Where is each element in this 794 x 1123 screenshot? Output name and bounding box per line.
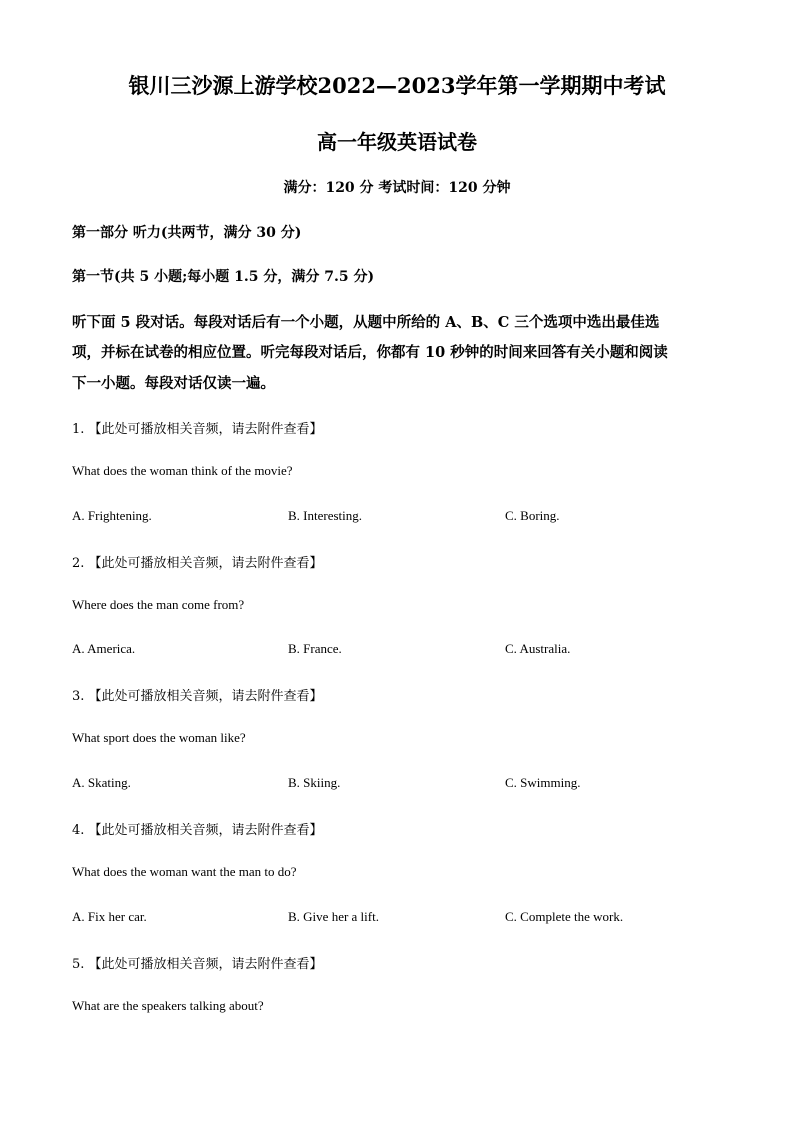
question-2-option-c[interactable]: C. Australia. (505, 641, 571, 656)
question-2-option-b[interactable]: B. France. (288, 641, 342, 656)
question-2-option-a[interactable]: A. America. (72, 641, 136, 656)
question-3-option-b[interactable]: B. Skiing. (288, 775, 341, 790)
question-2-text: Where does the man come from? (72, 597, 245, 612)
question-1-option-c[interactable]: C. Boring. (505, 508, 560, 523)
score-time-info: 满分：120 分 考试时间：120 分钟 (283, 180, 511, 196)
question-1-option-b[interactable]: B. Interesting. (288, 508, 363, 523)
section-one-heading: 第一节(共 5 小题;每小题 1.5 分，满分 7.5 分) (72, 269, 375, 285)
question-4-audio-note[interactable]: 4. 【此处可播放相关音频，请去附件查看】 (72, 823, 323, 838)
instructions-line-3: 下一小题。每段对话仅读一遍。 (72, 375, 275, 392)
question-3-option-c[interactable]: C. Swimming. (505, 775, 581, 790)
question-5-audio-note[interactable]: 5. 【此处可播放相关音频，请去附件查看】 (72, 957, 323, 972)
question-1-audio-note[interactable]: 1. 【此处可播放相关音频，请去附件查看】 (72, 422, 323, 437)
question-1-option-a[interactable]: A. Frightening. (72, 508, 152, 523)
question-1-text: What does the woman think of the movie? (72, 463, 293, 478)
question-4-option-b[interactable]: B. Give her a lift. (288, 909, 379, 924)
school-exam-title: 银川三沙源上游学校2022—2023学年第一学期期中考试 (128, 73, 666, 98)
question-2-audio-note[interactable]: 2. 【此处可播放相关音频，请去附件查看】 (72, 556, 323, 571)
question-3-text: What sport does the woman like? (72, 730, 246, 745)
question-3-audio-note[interactable]: 3. 【此处可播放相关音频，请去附件查看】 (72, 689, 323, 704)
instructions-line-1: 听下面 5 段对话。每段对话后有一个小题，从题中所给的 A、B、C 三个选项中选出最佳选 (72, 314, 660, 331)
question-3-option-a[interactable]: A. Skating. (72, 775, 131, 790)
question-4-option-c[interactable]: C. Complete the work. (505, 909, 624, 924)
question-4-option-a[interactable]: A. Fix her car. (72, 909, 147, 924)
question-4-text: What does the woman want the man to do? (72, 864, 297, 879)
instructions-line-2: 项，并标在试卷的相应位置。听完每段对话后，你都有 10 秒钟的时间来回答有关小题和阅读 (72, 344, 668, 361)
part-one-heading: 第一部分 听力(共两节，满分 30 分) (72, 225, 302, 241)
question-5-text: What are the speakers talking about? (72, 998, 264, 1013)
paper-title: 高一年级英语试卷 (317, 130, 477, 154)
